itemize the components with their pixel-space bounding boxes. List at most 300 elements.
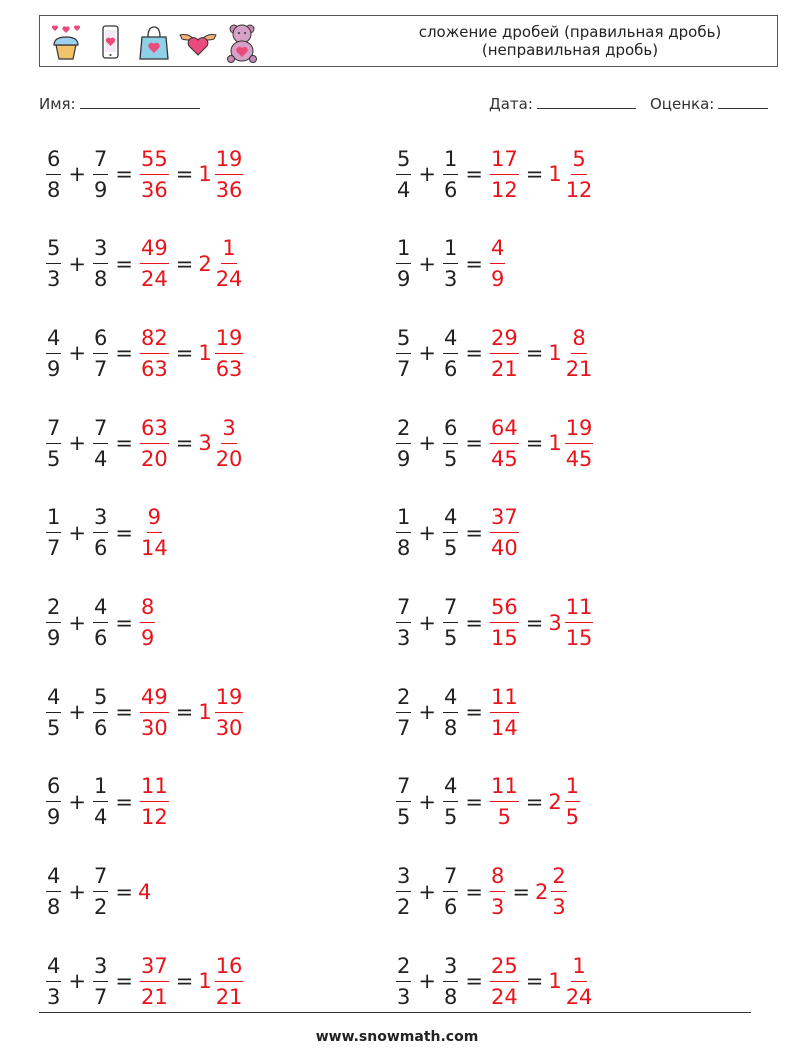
addend-1-denominator: 7: [397, 356, 411, 381]
addend-1-numerator: 1: [396, 502, 411, 533]
addend-2-denominator: 6: [443, 177, 458, 202]
answer-fraction: [140, 502, 169, 563]
addend-1-numerator: 4: [46, 951, 61, 982]
problem-7: [44, 410, 245, 476]
addend-2-numerator: 4: [93, 592, 108, 623]
addend-1-denominator: 9: [47, 805, 61, 830]
addend-2-denominator: 4: [93, 446, 108, 471]
date-field[interactable]: [489, 94, 636, 113]
addend-2-denominator: 8: [443, 984, 458, 1009]
mixed-fraction: [215, 682, 244, 743]
answer-fraction: [490, 502, 519, 563]
problem-15: [44, 769, 171, 835]
answer-fraction: [490, 323, 519, 384]
phone-heart-icon: [90, 21, 130, 63]
mixed-whole: 2: [548, 789, 562, 814]
addend-2-denominator: 5: [443, 536, 458, 561]
addend-2-numerator: 1: [443, 233, 458, 264]
addend-2: [443, 682, 458, 743]
addend-1-numerator: 2: [396, 951, 411, 982]
equals-sign: =: [175, 700, 194, 725]
addend-1: [46, 682, 61, 743]
plus-sign: +: [418, 789, 436, 814]
addend-1-numerator: 4: [46, 861, 61, 892]
answer-fraction: [490, 682, 519, 743]
addend-2-numerator: 1: [443, 144, 458, 175]
title-line-2: (неправильная дробь): [481, 41, 659, 59]
addend-1-numerator: 1: [396, 233, 411, 264]
problem-18: [394, 859, 569, 925]
equals-sign: =: [465, 610, 483, 635]
header-icons: [46, 19, 262, 65]
equals-sign: =: [115, 789, 133, 814]
addend-1-denominator: 8: [47, 177, 61, 202]
addend-2-denominator: 6: [443, 895, 458, 920]
addend-2: [93, 592, 108, 653]
answer-fraction-denominator: 14: [490, 715, 518, 740]
addend-2: [93, 144, 108, 205]
plus-sign: +: [68, 700, 86, 725]
answer-fraction-denominator: 9: [490, 267, 505, 292]
mixed-fraction: [215, 323, 244, 384]
answer-fraction: [490, 413, 519, 474]
answer-fraction-denominator: 24: [490, 984, 518, 1009]
addend-2-denominator: 8: [93, 267, 108, 292]
addend-1: [396, 771, 411, 832]
answer-fraction: [140, 771, 169, 832]
answer-fraction: [140, 323, 169, 384]
addend-2-denominator: 5: [443, 805, 458, 830]
addend-2: [93, 771, 108, 832]
problem-1: [44, 141, 245, 207]
answer-fraction-numerator: 29: [490, 323, 519, 354]
answer-fraction-numerator: 11: [140, 771, 169, 802]
equals-sign: =: [115, 341, 133, 366]
plus-sign: +: [68, 969, 86, 994]
answer-whole: 4: [137, 879, 152, 904]
addend-2-numerator: 4: [443, 323, 458, 354]
equals-sign: =: [115, 610, 133, 635]
problem-17: [44, 859, 151, 925]
addend-2: [443, 861, 458, 922]
addend-2: [443, 771, 458, 832]
addend-2: [93, 323, 108, 384]
plus-sign: +: [418, 251, 436, 276]
addend-1: [46, 861, 61, 922]
answer-fraction: [140, 682, 169, 743]
addend-1: [396, 502, 411, 563]
problem-5: [44, 320, 245, 386]
answer-fraction: [140, 592, 155, 653]
mixed-fraction: [565, 951, 594, 1012]
footer-site: www.snowmath.com: [315, 1029, 479, 1045]
addend-2-numerator: 1: [93, 771, 108, 802]
mixed-whole: 3: [198, 431, 212, 456]
addend-2-numerator: 4: [443, 502, 458, 533]
problem-16: [394, 769, 582, 835]
equals-sign: =: [525, 162, 544, 186]
addend-1-numerator: 1: [46, 502, 61, 533]
equals-sign: =: [175, 162, 194, 186]
addend-2-denominator: 7: [93, 984, 108, 1009]
problem-10: [394, 500, 521, 566]
addend-2: [93, 682, 108, 743]
mixed-denominator: 12: [565, 177, 593, 202]
addend-2-numerator: 3: [93, 951, 108, 982]
addend-2-denominator: 2: [93, 895, 108, 920]
mixed-denominator: 3: [552, 895, 566, 920]
mixed-fraction: [565, 144, 594, 205]
addend-2-denominator: 3: [443, 267, 458, 292]
answer-fraction-denominator: 9: [140, 626, 155, 650]
addend-1-numerator: 5: [46, 233, 61, 264]
plus-sign: +: [68, 610, 86, 635]
addend-1-denominator: 8: [397, 536, 411, 561]
date-label: Дата:: [489, 95, 533, 113]
addend-1-numerator: 7: [396, 771, 411, 802]
answer-fraction: [490, 592, 519, 653]
equals-sign: =: [525, 969, 544, 994]
answer-fraction: [490, 144, 519, 205]
mixed-numerator: 16: [215, 951, 244, 982]
equals-sign: =: [465, 789, 483, 814]
addend-1-denominator: 5: [47, 446, 61, 471]
equals-sign: =: [465, 251, 483, 276]
problem-2: [394, 141, 595, 207]
addend-2-denominator: 6: [93, 715, 108, 740]
addend-1: [396, 861, 411, 922]
mixed-fraction: [565, 323, 594, 384]
mixed-whole: 1: [198, 700, 212, 725]
addend-2-denominator: 6: [93, 536, 108, 561]
mixed-numerator: 11: [565, 592, 594, 623]
grade-blank[interactable]: [718, 94, 768, 109]
winged-heart-icon: [178, 21, 218, 63]
answer-fraction-denominator: 36: [140, 177, 168, 202]
addend-1-numerator: 5: [396, 323, 411, 354]
addend-1-numerator: 6: [46, 771, 61, 802]
problem-12: [394, 590, 595, 656]
answer-fraction: [490, 233, 505, 294]
answer-fraction-numerator: 64: [490, 413, 519, 444]
equals-sign: =: [465, 162, 483, 186]
addend-1: [46, 323, 61, 384]
addend-1-denominator: 7: [397, 715, 411, 740]
mixed-whole: 1: [198, 969, 212, 994]
equals-sign: =: [115, 162, 133, 186]
addend-1-denominator: 3: [397, 626, 411, 650]
addend-2: [93, 502, 108, 563]
mixed-numerator: 1: [571, 951, 586, 982]
addend-1-denominator: 9: [47, 356, 61, 381]
mixed-denominator: 20: [215, 446, 243, 471]
mixed-numerator: 3: [221, 413, 236, 444]
mixed-whole: 2: [534, 879, 549, 904]
answer-fraction-denominator: 20: [140, 446, 168, 471]
equals-sign: =: [115, 969, 133, 994]
addend-1-numerator: 4: [46, 682, 61, 713]
mixed-whole: 1: [198, 162, 212, 186]
addend-1-denominator: 5: [397, 805, 411, 830]
answer-fraction-numerator: 9: [147, 502, 162, 533]
date-blank[interactable]: [537, 94, 636, 109]
answer-fraction: [490, 951, 519, 1012]
mixed-fraction: [215, 413, 244, 474]
mixed-fraction: [565, 771, 580, 832]
addend-2-numerator: 6: [93, 323, 108, 354]
mixed-whole: 3: [548, 610, 562, 635]
addend-2-numerator: 6: [443, 413, 458, 444]
equals-sign: =: [465, 431, 483, 456]
addend-1: [46, 771, 61, 832]
problem-6: [394, 320, 595, 386]
equals-sign: =: [115, 700, 133, 725]
addend-1: [46, 592, 61, 653]
addend-2: [93, 861, 108, 922]
mixed-denominator: 24: [215, 267, 243, 292]
addend-2-numerator: 5: [93, 682, 108, 713]
plus-sign: +: [418, 969, 436, 994]
addend-2-denominator: 4: [93, 805, 108, 830]
equals-sign: =: [175, 341, 194, 366]
addend-2: [443, 144, 458, 205]
problem-20: [394, 948, 595, 1014]
answer-fraction-numerator: 49: [140, 233, 169, 264]
addend-2-numerator: 7: [443, 861, 458, 892]
addend-1-numerator: 2: [396, 682, 411, 713]
answer-fraction-numerator: 49: [140, 682, 169, 713]
plus-sign: +: [418, 879, 436, 904]
addend-1: [396, 233, 411, 294]
mixed-numerator: 19: [565, 413, 594, 444]
plus-sign: +: [418, 162, 436, 186]
problem-8: [394, 410, 595, 476]
answer-fraction-denominator: 40: [490, 536, 518, 561]
answer-fraction-numerator: 4: [490, 233, 505, 264]
mixed-denominator: 5: [565, 805, 580, 830]
answer-fraction-denominator: 21: [490, 356, 518, 381]
addend-1-numerator: 6: [46, 144, 61, 175]
addend-2-denominator: 6: [443, 356, 458, 381]
equals-sign: =: [175, 251, 194, 276]
addend-1: [396, 682, 411, 743]
plus-sign: +: [418, 700, 436, 725]
answer-fraction-numerator: 37: [490, 502, 519, 533]
addend-1-denominator: 7: [47, 536, 61, 561]
addend-2: [443, 323, 458, 384]
addend-2: [443, 951, 458, 1012]
plus-sign: +: [418, 520, 436, 545]
addend-2-numerator: 7: [93, 144, 108, 175]
equals-sign: =: [512, 879, 530, 904]
addend-2: [93, 951, 108, 1012]
mixed-denominator: 30: [215, 715, 243, 740]
answer-fraction: [140, 951, 169, 1012]
addend-1-denominator: 3: [397, 984, 411, 1009]
cupcake-hearts-icon: [46, 21, 86, 63]
plus-sign: +: [418, 431, 436, 456]
addend-1: [396, 144, 411, 205]
addend-1: [46, 144, 61, 205]
plus-sign: +: [68, 431, 86, 456]
addend-1-denominator: 8: [47, 895, 61, 920]
addend-2: [443, 592, 458, 653]
answer-fraction: [140, 413, 169, 474]
mixed-numerator: 1: [565, 771, 580, 802]
answer-fraction-numerator: 11: [490, 682, 519, 713]
answer-fraction-denominator: 24: [140, 267, 168, 292]
plus-sign: +: [68, 251, 86, 276]
equals-sign: =: [115, 879, 133, 904]
mixed-numerator: 2: [551, 861, 566, 892]
shopping-bag-heart-icon: [134, 21, 174, 63]
worksheet-header: [39, 15, 778, 67]
addend-1-denominator: 9: [47, 626, 61, 650]
problem-19: [44, 948, 245, 1014]
mixed-denominator: 24: [565, 984, 593, 1009]
addend-1: [46, 951, 61, 1012]
addend-2-denominator: 9: [93, 177, 108, 202]
equals-sign: =: [175, 431, 194, 456]
mixed-whole: 1: [548, 969, 562, 994]
mixed-numerator: 19: [215, 323, 244, 354]
equals-sign: =: [175, 969, 194, 994]
equals-sign: =: [115, 431, 133, 456]
equals-sign: =: [525, 341, 544, 366]
grade-field[interactable]: [650, 94, 768, 113]
addend-2-denominator: 5: [443, 446, 458, 471]
addend-1-denominator: 9: [397, 446, 411, 471]
worksheet-title: [370, 23, 770, 59]
mixed-fraction: [215, 144, 244, 205]
addend-2: [93, 413, 108, 474]
answer-fraction: [490, 771, 519, 832]
addend-1: [396, 323, 411, 384]
problem-9: [44, 500, 171, 566]
addend-1-numerator: 4: [46, 323, 61, 354]
addend-2-numerator: 3: [443, 951, 458, 982]
answer-fraction: [140, 144, 169, 205]
mixed-whole: 2: [198, 251, 212, 276]
mixed-fraction: [551, 861, 566, 922]
mixed-denominator: 63: [215, 356, 243, 381]
mixed-whole: 1: [548, 162, 562, 186]
answer-fraction-numerator: 8: [140, 592, 155, 623]
addend-2-denominator: 7: [93, 356, 108, 381]
addend-1: [46, 502, 61, 563]
answer-fraction-numerator: 55: [140, 144, 169, 175]
equals-sign: =: [115, 520, 133, 545]
addend-1: [396, 592, 411, 653]
mixed-denominator: 36: [215, 177, 243, 202]
addend-2: [443, 502, 458, 563]
addend-2-numerator: 7: [93, 861, 108, 892]
addend-2-numerator: 4: [443, 682, 458, 713]
footer-divider: [39, 1012, 751, 1013]
mixed-numerator: 1: [221, 233, 236, 264]
problem-4: [394, 231, 507, 297]
answer-fraction-denominator: 30: [140, 715, 168, 740]
mixed-denominator: 21: [215, 984, 243, 1009]
answer-fraction-denominator: 63: [140, 356, 168, 381]
addend-2: [443, 413, 458, 474]
equals-sign: =: [115, 251, 133, 276]
addend-1-numerator: 5: [396, 144, 411, 175]
plus-sign: +: [68, 341, 86, 366]
answer-fraction-numerator: 37: [140, 951, 169, 982]
addend-2-numerator: 4: [443, 771, 458, 802]
mixed-fraction: [215, 233, 244, 294]
plus-sign: +: [418, 610, 436, 635]
addend-1-denominator: 9: [397, 267, 411, 292]
addend-2: [443, 233, 458, 294]
mixed-numerator: 19: [215, 682, 244, 713]
name-field[interactable]: [39, 94, 200, 113]
mixed-numerator: 19: [215, 144, 244, 175]
answer-fraction: [490, 861, 505, 922]
addend-1-numerator: 2: [396, 413, 411, 444]
answer-fraction-denominator: 14: [140, 536, 168, 561]
answer-fraction-numerator: 25: [490, 951, 519, 982]
addend-1-denominator: 3: [47, 984, 61, 1009]
mixed-whole: 1: [548, 341, 562, 366]
addend-2-denominator: 5: [443, 626, 458, 650]
addend-1-numerator: 7: [396, 592, 411, 623]
plus-sign: +: [68, 520, 86, 545]
addend-1: [46, 413, 61, 474]
answer-fraction-denominator: 12: [140, 805, 168, 830]
mixed-numerator: 5: [571, 144, 586, 175]
equals-sign: =: [465, 700, 483, 725]
addend-2-numerator: 3: [93, 233, 108, 264]
addend-2-numerator: 7: [443, 592, 458, 623]
answer-fraction-denominator: 12: [490, 177, 518, 202]
addend-2-numerator: 3: [93, 502, 108, 533]
equals-sign: =: [525, 789, 544, 814]
answer-fraction-numerator: 11: [490, 771, 519, 802]
mixed-numerator: 8: [571, 323, 586, 354]
plus-sign: +: [68, 879, 86, 904]
plus-sign: +: [68, 162, 86, 186]
answer-fraction-numerator: 82: [140, 323, 169, 354]
problem-3: [44, 231, 245, 297]
addend-1: [396, 951, 411, 1012]
addend-2-numerator: 7: [93, 413, 108, 444]
teddy-bear-icon: [222, 21, 262, 63]
equals-sign: =: [525, 610, 544, 635]
answer-fraction-denominator: 15: [490, 626, 518, 650]
addend-1-numerator: 3: [396, 861, 411, 892]
answer-fraction-denominator: 3: [490, 895, 505, 920]
name-label: Имя:: [39, 95, 76, 113]
problem-13: [44, 679, 245, 745]
mixed-denominator: 45: [565, 446, 593, 471]
addend-1-denominator: 3: [47, 267, 61, 292]
addend-1: [396, 413, 411, 474]
addend-1-numerator: 7: [46, 413, 61, 444]
title-line-1: сложение дробей (правильная дробь): [418, 23, 722, 41]
mixed-fraction: [565, 592, 594, 653]
answer-fraction-denominator: 21: [140, 984, 168, 1009]
problem-11: [44, 590, 157, 656]
equals-sign: =: [465, 520, 483, 545]
mixed-fraction: [215, 951, 244, 1012]
answer-fraction-denominator: 45: [490, 446, 518, 471]
addend-1-denominator: 5: [47, 715, 61, 740]
plus-sign: +: [68, 789, 86, 814]
problem-14: [394, 679, 521, 745]
name-blank[interactable]: [80, 94, 200, 109]
